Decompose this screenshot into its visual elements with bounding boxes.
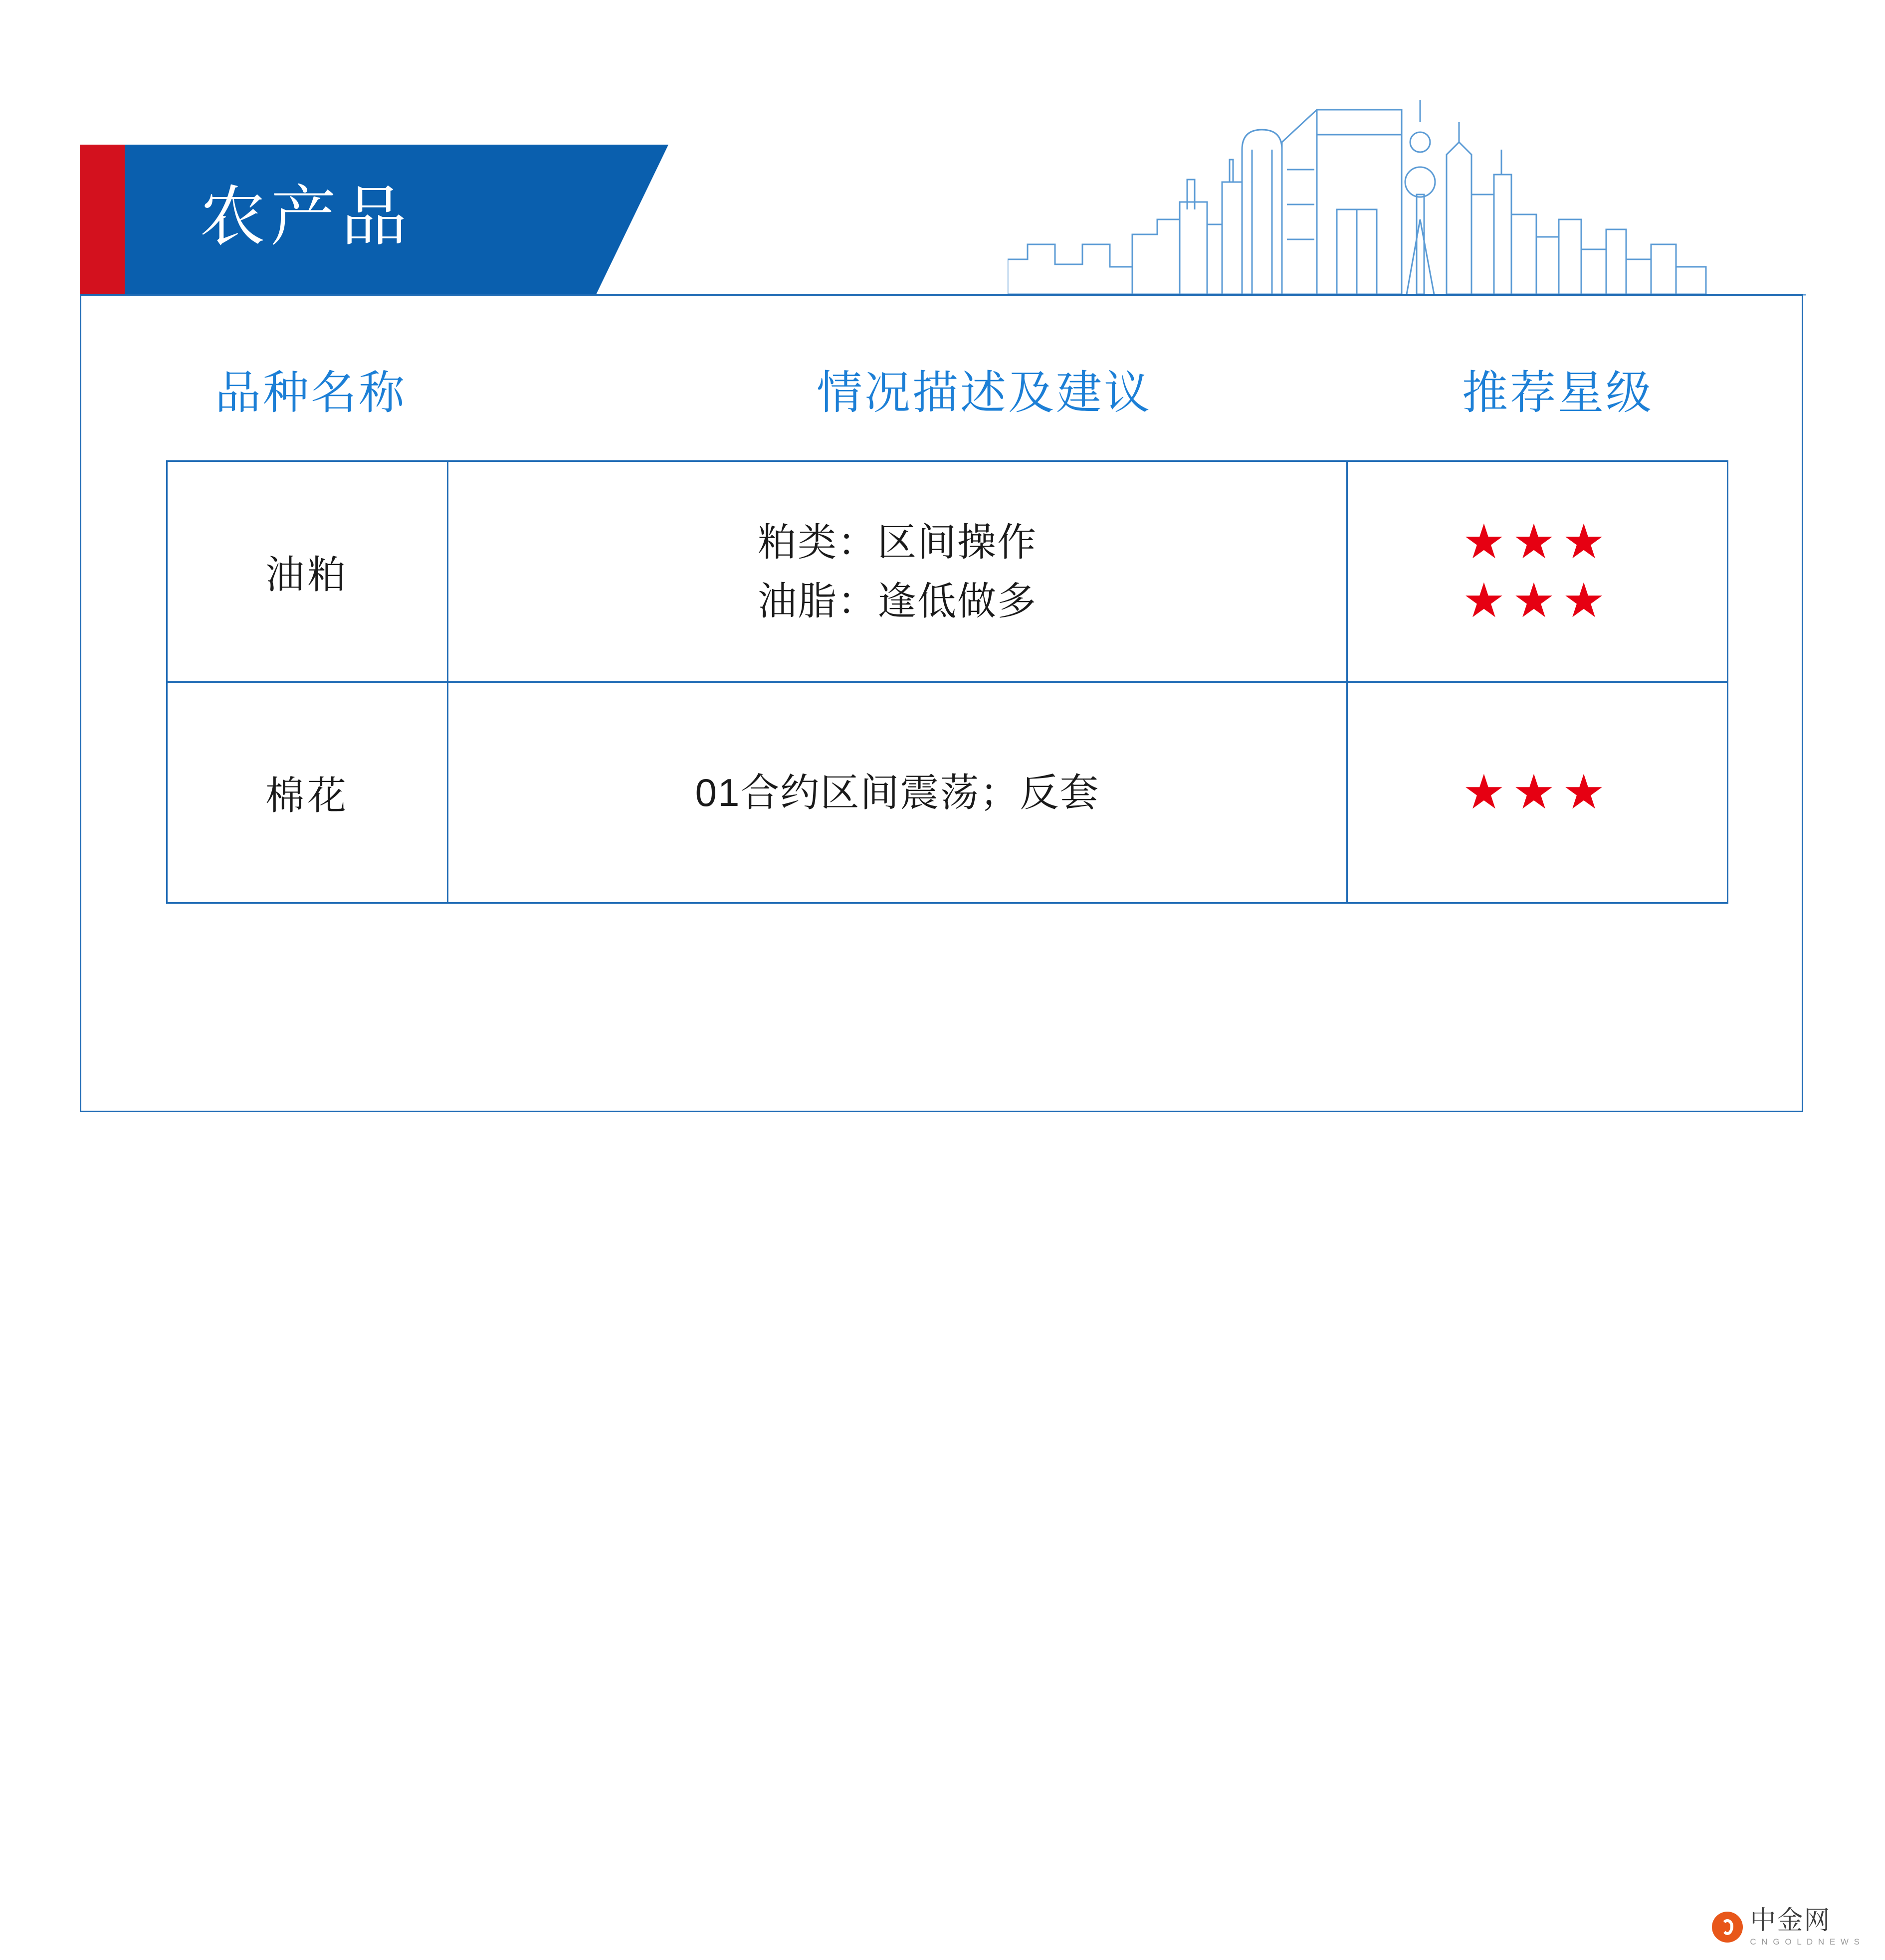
recommendation-table xyxy=(166,460,1728,904)
city-skyline-icon xyxy=(1008,95,1806,304)
column-header-rating: 推荐星级 xyxy=(1462,368,1654,418)
description-line: 粕类：区间操作 xyxy=(757,520,1037,564)
star-rating: ★★★ xyxy=(1462,574,1613,627)
watermark-brand: 中金网 xyxy=(1750,1906,1831,1935)
content-card xyxy=(80,294,1803,1112)
description-line: 01合约区间震荡；反套 xyxy=(695,771,1100,814)
table-row xyxy=(167,461,1728,682)
cell-description xyxy=(448,461,1347,682)
star-rating: ★★★ xyxy=(1462,766,1613,819)
cell-variety-name: 油粕 xyxy=(167,461,448,682)
banner-red-tab xyxy=(80,145,125,297)
column-header-name: 品种名称 xyxy=(214,368,407,418)
watermark-subtitle: C N G O L D N E W S xyxy=(1750,1937,1861,1947)
cell-variety-name: 棉花 xyxy=(167,682,448,903)
cell-rating xyxy=(1347,682,1728,903)
watermark xyxy=(1712,1908,1861,1946)
section-title: 农产品 xyxy=(200,180,412,253)
cell-description xyxy=(448,682,1347,903)
section-banner xyxy=(80,145,668,297)
cell-rating xyxy=(1347,461,1728,682)
table-column-headers xyxy=(81,361,1802,460)
table-row xyxy=(167,682,1728,903)
star-rating: ★★★ xyxy=(1462,515,1613,569)
description-line: 油脂：逢低做多 xyxy=(757,579,1037,623)
column-header-description: 情况描述及建议 xyxy=(816,368,1152,418)
watermark-text xyxy=(1750,1908,1861,1946)
logo-icon xyxy=(1712,1912,1743,1943)
